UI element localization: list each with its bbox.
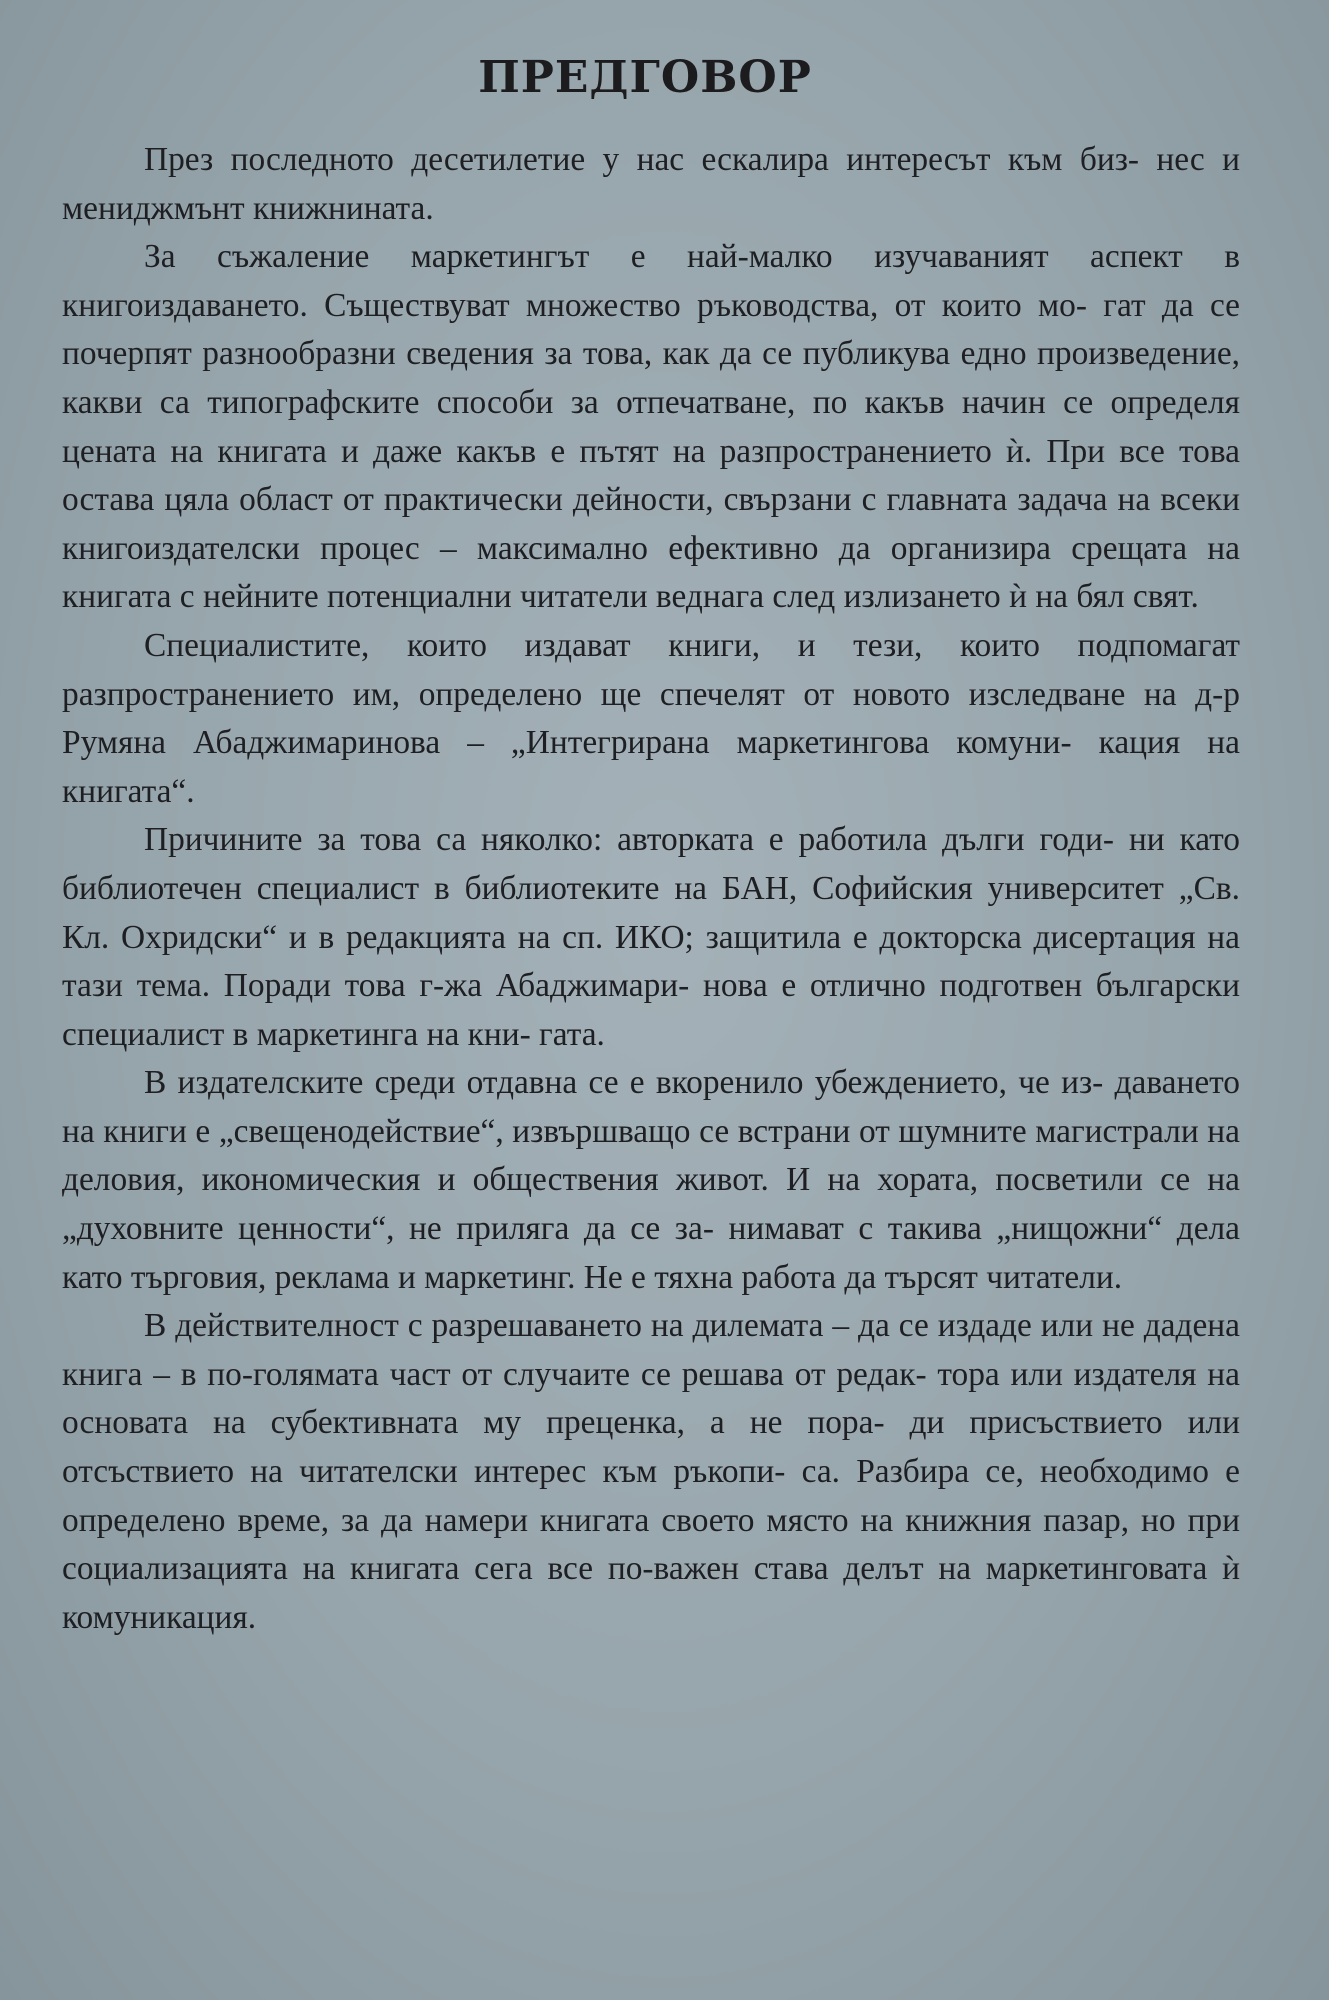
paragraph-5: В издателските среди отдавна се е вкоренило убеждението, че из- даването на книги е „свещенодействие“, извършващо се встрани от шумните магистрали на деловия, икономическия и обществения живот. И на хората, посветили се на „духовните ценности“, не приляга да се за- нимават с такива „нищожни“ дела като търговия, реклама и маркетинг. Не е тяхна работа да търсят читатели. bbox=[62, 1064, 1240, 1296]
paragraph-6: В действителност с разрешаването на дилемата – да се издаде или не дадена книга – в по-голямата част от случаите се решава от редак- тора или издателя на основата на субективната му преценка, а не пора- ди присъствието или отсъствието на читателски интерес към ръкопи- са. Разбира се, необходимо е определено време, за да намери книгата своето място на книжния пазар, но при социализацията на книгата сега все по-важен става делът на маркетинговата ѝ комуникация. bbox=[62, 1307, 1240, 1636]
paragraph-3: Специалистите, които издават книги, и тези, които подпомагат разпространението им, определено ще спечелят от новото изследване на д-р Румяна Абаджимаринова – „Интегрирана маркетингова комуни- кация на книгата“. bbox=[62, 626, 1240, 810]
document-body bbox=[62, 136, 1240, 1642]
paragraph-2: За съжаление маркетингът е най-малко изучаваният аспект в книгоиздаването. Съществуват множество ръководства, от които мо- гат да се почерпят разнообразни сведения за това, как да се публикува едно произведение, какви са типографските способи за отпечатване, по какъв начин се определя цената на книгата и даже какъв е пътят на разпространението ѝ. При все това остава цяла област от практически дейности, свързани с главната задача на всеки книгоиздателски процес – максимално ефективно да организира срещата на книгата с нейните потенциални читатели веднага след излизането ѝ на бял свят. bbox=[62, 238, 1240, 616]
page-title: ПРЕДГОВОР bbox=[478, 52, 812, 103]
paragraph-4: Причините за това са няколко: авторката е работила дълги годи- ни като библиотечен специалист в библиотеките на БАН, Софийския университет „Св. Кл. Охридски“ и в редакцията на сп. ИКО; защитила е докторска дисертация на тази тема. Поради това г-жа Абаджимари- нова е отлично подготвен български специалист в маркетинга на кни- гата. bbox=[62, 821, 1240, 1053]
paragraph-1: През последното десетилетие у нас ескалира интересът към биз- нес и мениджмънт книжнината. bbox=[62, 141, 1240, 227]
